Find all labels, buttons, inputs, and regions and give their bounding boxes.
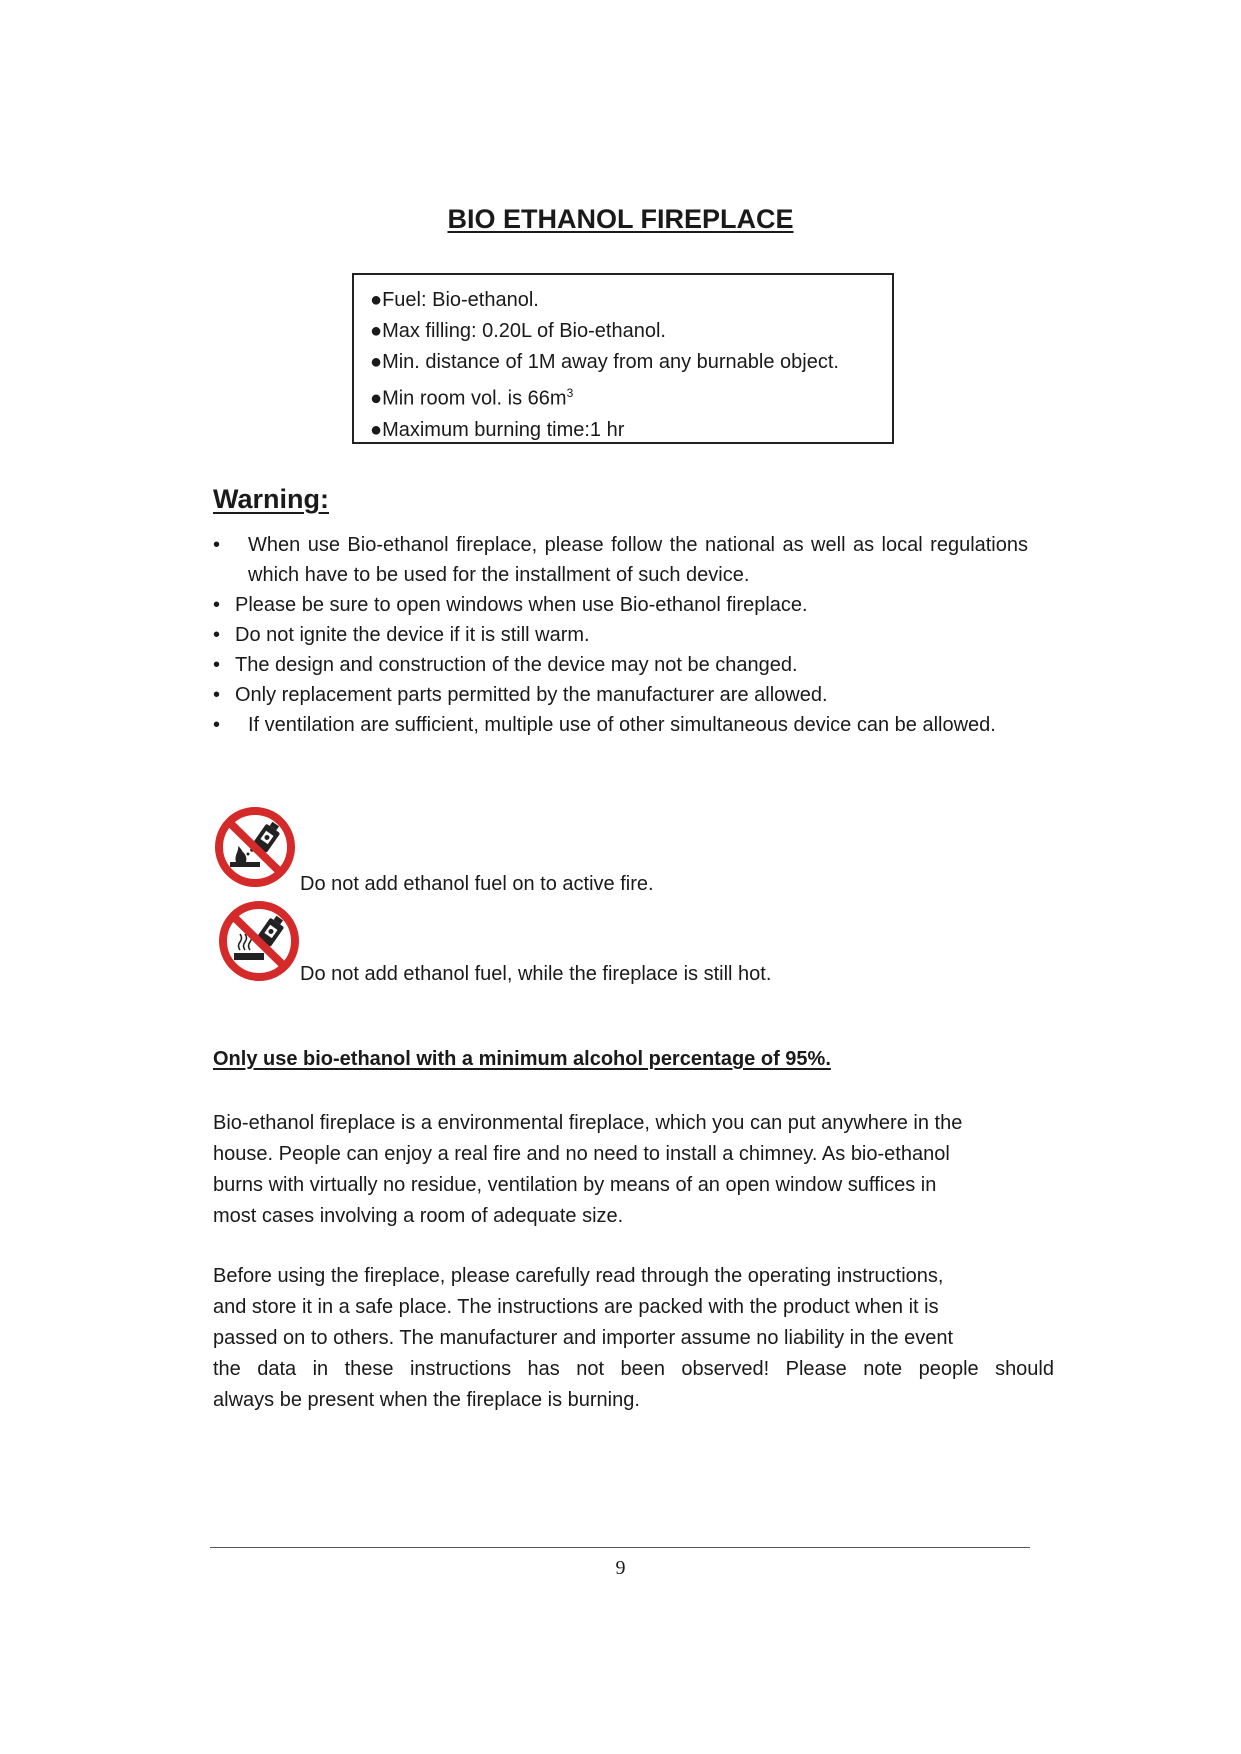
bullet: • — [213, 654, 221, 676]
warning-heading: Warning: — [213, 484, 329, 514]
paragraph-line: Bio-ethanol fireplace is a environmental fireplace, which you can put anywhere in the — [213, 1112, 963, 1134]
spec-fuel: ●Fuel: Bio-ethanol. — [370, 289, 539, 311]
warning-item-text: Do not ignite the device if it is still warm. — [235, 624, 590, 646]
warning-item-text: Please be sure to open windows when use Bio-ethanol fireplace. — [235, 594, 808, 616]
paragraph-instructions — [213, 1261, 1054, 1416]
warning-item-text: The design and construction of the device may not be changed. — [235, 654, 798, 676]
paragraph-line: and store it in a safe place. The instructions are packed with the product when it is — [213, 1296, 939, 1318]
spec-room-volume-exponent: 3 — [566, 386, 574, 400]
spec-box — [352, 273, 894, 444]
alcohol-percentage-note: Only use bio-ethanol with a minimum alcohol percentage of 95%. — [213, 1048, 831, 1070]
page-title: BIO ETHANOL FIREPLACE — [447, 204, 794, 234]
warning-item — [213, 710, 1028, 740]
warning-item — [213, 680, 1028, 710]
paragraph-line: most cases involving a room of adequate size. — [213, 1205, 624, 1227]
spec-min-distance: ●Min. distance of 1M away from any burnable object. — [370, 351, 839, 373]
no-refuel-hot-fireplace-icon — [218, 900, 300, 982]
no-refuel-active-fire-icon — [214, 806, 296, 888]
warning-item-text: If ventilation are sufficient, multiple use of other simultaneous device can be allowed. — [248, 714, 996, 736]
warning-item — [213, 620, 1028, 650]
paragraph-line: passed on to others. The manufacturer and importer assume no liability in the event — [213, 1327, 954, 1349]
paragraph-line: house. People can enjoy a real fire and no need to install a chimney. As bio-ethanol — [213, 1143, 950, 1165]
bullet: • — [213, 534, 221, 556]
bullet: • — [213, 714, 221, 736]
paragraph-line: the data in these instructions has not been observed! Please note people should — [213, 1358, 1054, 1380]
bullet: • — [213, 594, 221, 616]
warning-item — [213, 650, 1028, 680]
spec-room-volume — [370, 378, 892, 415]
warning-item — [213, 530, 1028, 590]
spec-max-filling: ●Max filling: 0.20L of Bio-ethanol. — [370, 320, 666, 342]
page-number: 9 — [615, 1557, 626, 1579]
warning-item-text: When use Bio-ethanol fireplace, please follow the national as well as local regulations which have to be used for the installment of such device. — [248, 534, 1028, 586]
sign-text-hot-fireplace: Do not add ethanol fuel, while the fireplace is still hot. — [300, 963, 772, 985]
footer-divider — [210, 1547, 1030, 1548]
paragraph-environmental — [213, 1108, 1023, 1232]
paragraph-line: always be present when the fireplace is burning. — [213, 1389, 640, 1411]
bullet: • — [213, 624, 221, 646]
warning-item-text: Only replacement parts permitted by the manufacturer are allowed. — [235, 684, 828, 706]
warning-item — [213, 590, 1028, 620]
warning-list — [213, 530, 1028, 740]
spec-room-volume-text: ●Min room vol. is 66m — [370, 387, 567, 410]
bullet: • — [213, 684, 221, 706]
paragraph-line: burns with virtually no residue, ventilation by means of an open window suffices in — [213, 1174, 937, 1196]
paragraph-line: Before using the fireplace, please carefully read through the operating instructions, — [213, 1265, 944, 1287]
sign-text-active-fire: Do not add ethanol fuel on to active fire. — [300, 873, 654, 895]
spec-burn-time: ●Maximum burning time:1 hr — [370, 418, 625, 441]
